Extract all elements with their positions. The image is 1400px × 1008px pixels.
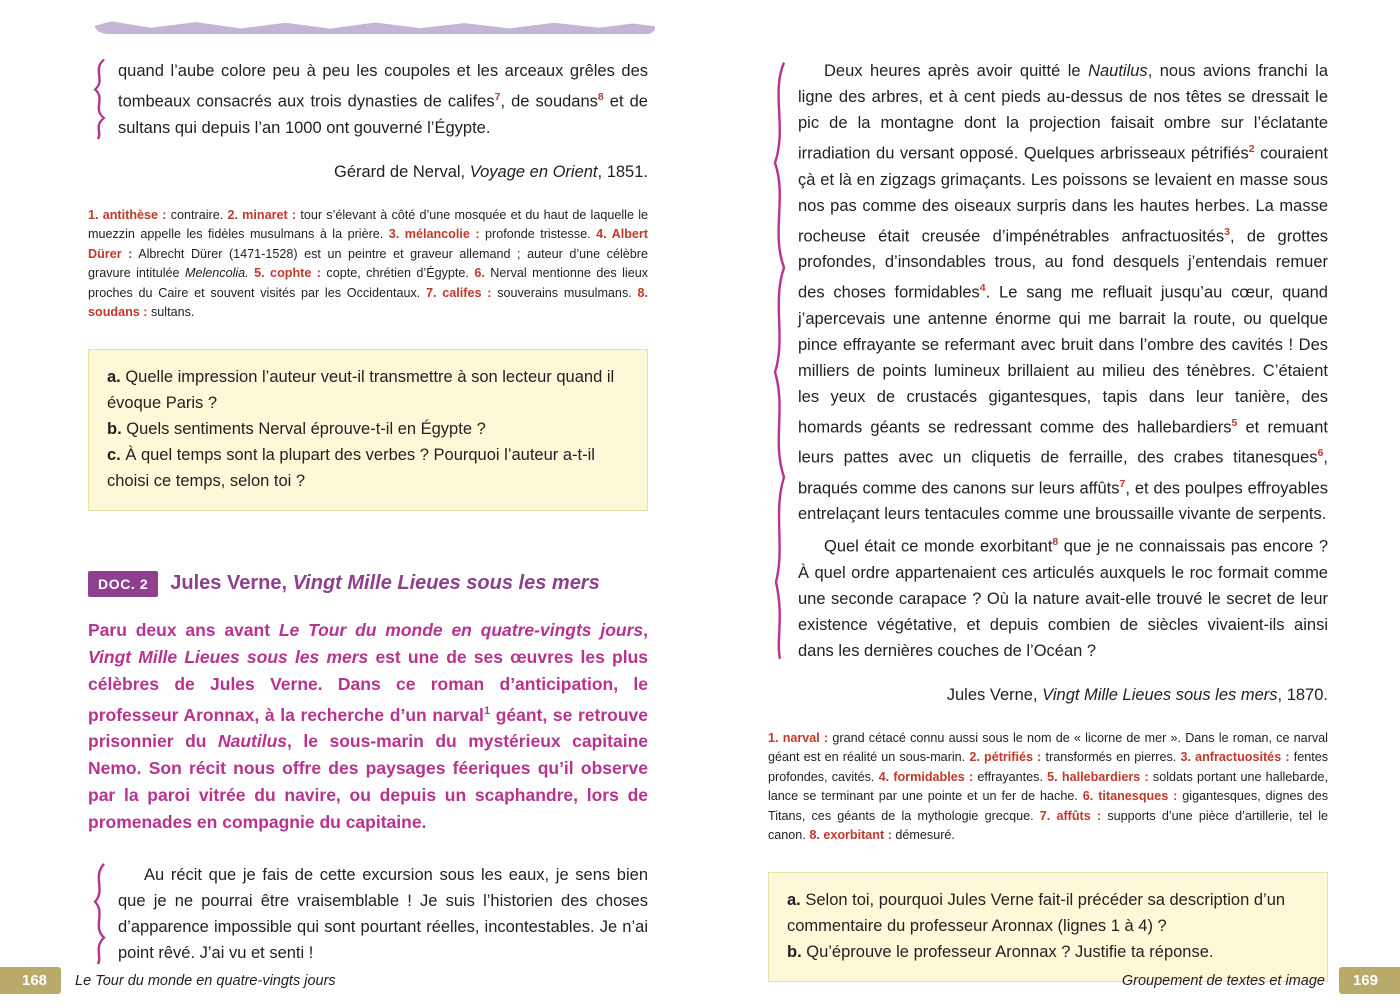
- chapeau-title3: Nautilus: [217, 731, 288, 752]
- question-left-a-text: Quelle impression l’auteur veut-il transmettre à son lecteur quand il évoque Paris ?: [107, 367, 615, 412]
- page-footer: [0, 966, 1400, 1008]
- question-right-b: [787, 939, 1309, 965]
- r-footnote-4-term: 4. formidables :: [878, 769, 974, 784]
- r-footnote-1-term: 1. narval :: [768, 730, 829, 745]
- doc2-badge: DOC. 2: [88, 571, 158, 597]
- footnote-ref-2: 2: [1248, 143, 1255, 155]
- chapeau-seg2: ,: [643, 619, 648, 640]
- r1-seg2: , nous avions franchi la ligne des arbres, et à cent pieds au-dessus de nos têtes se dressait le pic de la montagne dont la projection faisait ombre sur l’éclatante irradiation du versant opposé. Quelques arbrisseaux pétrifiés: [798, 62, 1329, 163]
- decorative-brush-stroke: [95, 20, 655, 34]
- r1-seg1: Deux heures après avoir quitté le: [824, 62, 1089, 80]
- brace-decoration-3: [768, 58, 790, 664]
- source-verne: [768, 686, 1328, 705]
- page-number-right: 169: [1339, 967, 1400, 994]
- footnote-3-term: 3. mélancolie :: [388, 227, 480, 241]
- r1-seg8: , et des poulpes effroyables entrelaçant leurs tentacules comme une broussaille vivante de serpents.: [798, 479, 1329, 523]
- footer-left: [0, 967, 336, 994]
- r-footnote-5-term: 5. hallebardiers :: [1047, 769, 1149, 784]
- source-nerval-year: , 1851.: [597, 162, 648, 181]
- r1-nautilus: Nautilus: [1088, 62, 1148, 80]
- footnote-8-term: 8. soudans :: [88, 285, 648, 319]
- footnote-6-term: 6.: [474, 266, 485, 280]
- source-verne-author: Jules Verne,: [946, 685, 1043, 704]
- right-paragraph-1: [798, 58, 1328, 527]
- footnote-ref-7: 7: [494, 91, 501, 103]
- brace-decoration: [88, 58, 110, 141]
- footnote-ref-8: 8: [597, 91, 604, 103]
- question-left-b: [107, 416, 629, 442]
- r-footnote-2-term: 2. pétrifiés :: [969, 750, 1042, 764]
- excerpt-nerval-seg1: quand l’aube colore peu à peu les coupoles et les arceaux grêles des tombeaux consacrés aux trois dynasties de califes: [118, 62, 648, 111]
- doc2-author: Jules Verne,: [170, 572, 293, 594]
- r1-seg5: . Le sang me refluait jusqu’au cœur, quand j’apercevais une antenne énorme qui me barrait la route, ou quelque pince effrayante se refermant avec bruit dans l’ombre des cavités ! Des milliers de points lumineux brillaient au milieu des ténèbres. C’étaient les yeux de crustacés gigantesques, tapis dans leur tanière, des homards géants se redressant comme des hallebardiers: [798, 283, 1328, 436]
- source-verne-title: Vingt Mille Lieues sous les mers: [1042, 685, 1278, 704]
- footnote-ref-4: 4: [979, 282, 986, 294]
- left-column: [88, 58, 648, 966]
- question-right-b-text: Qu’éprouve le professeur Aronnax ? Justifie ta réponse.: [801, 942, 1214, 961]
- right-paragraph-2: [798, 529, 1328, 664]
- question-left-c-text: À quel temps sont la plupart des verbes ? Pourquoi l’auteur a-t-il choisi ce temps, selon toi ?: [107, 445, 595, 490]
- question-box-right: [768, 872, 1328, 982]
- brace-decoration-2: [88, 862, 110, 966]
- r1-seg6: et remuant leurs pattes avec un cliquetis de ferraille, des crabes titanesques: [798, 418, 1328, 467]
- footnote-ref-8b: 8: [1052, 536, 1059, 548]
- source-nerval: [88, 163, 648, 182]
- question-left-c-label: c.: [107, 445, 121, 464]
- footnote-2-term: 2. minaret :: [227, 207, 297, 222]
- question-right-a-text: Selon toi, pourquoi Jules Verne fait-il précéder sa description d’un commentaire du professeur Aronnax (lignes 1 à 4) ?: [787, 890, 1286, 935]
- footnote-ref-7b: 7: [1119, 477, 1126, 490]
- excerpt-nerval-seg3: et de sultans qui depuis l’an 1000 ont gouverné l’Égypte.: [118, 92, 648, 137]
- question-right-a-label: a.: [787, 890, 801, 909]
- footnote-ref-3: 3: [1224, 225, 1231, 238]
- r1-seg4: , de grottes profondes, d’insondables trous, au fond desquels j’entendais remuer des choses formidables: [798, 227, 1328, 302]
- doc2-title: [170, 572, 599, 595]
- excerpt-verne-main: [768, 58, 1328, 664]
- chapeau-seg4: géant, se retrouve prisonnier du: [88, 704, 648, 752]
- doc2-work-title: Vingt Mille Lieues sous les mers: [292, 572, 600, 594]
- question-left-a-label: a.: [107, 367, 121, 386]
- chapeau-seg1: Paru deux ans avant: [88, 619, 279, 640]
- chapeau-title2: Vingt Mille Lieues sous les mers: [88, 646, 369, 667]
- question-left-a: [107, 364, 629, 416]
- r-footnote-8-term: 8. exorbitant :: [809, 828, 892, 842]
- footnotes-left: 1. antithèse : contraire. 2. minaret : tour s’élevant à côté d’une mosquée et du haut de laquelle le muezzin appelle les fidèles musulmans à la prière. 3. mélancolie : profonde tristesse. 4. Albert Dürer : Albrecht Dürer (1471-1528) est un peintre et graveur allemand ; auteur d’une célèbre gravure intitulée Melencolia. 5. cophte : copte, chrétien d’Égypte. 6. Nerval mentionne des lieux proches du Caire et souvent visités par les Occidentaux. 7. califes : souverains musulmans. 8. soudans : sultans.: [88, 207, 649, 319]
- page-number-left: 168: [0, 967, 61, 994]
- excerpt-nerval-text: [118, 58, 648, 141]
- question-right-b-label: b.: [787, 942, 802, 961]
- chapeau-seg5: , le sous-marin du mystérieux capitaine Nemo. Son récit nous offre des paysages féeriques qu’il observe par la paroi vitrée du navire, ou depuis un scaphandre, lors de promenades en compagnie du capitaine.: [88, 731, 648, 833]
- source-nerval-author: Gérard de Nerval,: [333, 162, 470, 181]
- doc2-introduction: [88, 617, 648, 837]
- r-footnote-3-term: 3. anfractuosités :: [1180, 750, 1290, 764]
- source-nerval-title: Voyage en Orient: [469, 162, 598, 181]
- excerpt-verne-opening: [88, 862, 648, 966]
- question-box-left: [88, 349, 648, 511]
- question-right-a: [787, 887, 1309, 939]
- footnote-ref-5: 5: [1231, 416, 1238, 429]
- r2-seg2: que je ne connaissais pas encore ? À quel ordre appartenaient ces articulés auxquels le roc formait comme une seconde carapace ? Où la nature avait-elle trouvé le secret de leur existence végétative, et depuis combien de siècles vivaient-ils ainsi dans les dernières couches de l’Océan ?: [798, 537, 1328, 660]
- excerpt-nerval-seg2: , de soudans: [500, 92, 598, 111]
- footer-right: [1122, 967, 1400, 994]
- footnote-ref-6: 6: [1317, 447, 1324, 459]
- source-verne-year: , 1870.: [1277, 685, 1328, 704]
- footnote-5-term: 5. cophte :: [254, 266, 321, 280]
- r-footnote-6-term: 6. titanesques :: [1082, 789, 1178, 803]
- footnote-1-term: 1. antithèse :: [88, 207, 167, 222]
- excerpt-nerval: [88, 58, 648, 141]
- right-column: [768, 58, 1328, 982]
- doc2-heading: [88, 571, 648, 597]
- footer-title-left: Le Tour du monde en quatre-vingts jours: [75, 972, 336, 989]
- question-left-b-text: Quels sentiments Nerval éprouve-t-il en Égypte ?: [121, 419, 486, 438]
- footnote-7-term: 7. califes :: [426, 285, 492, 300]
- excerpt-verne-opening-text: Au récit que je fais de cette excursion sous les eaux, je sens bien que je ne pourrai être vraisemblable ! Je suis l’historien des choses d’apparence impossible qui sont pourtant réelles, incontestables. Je n’ai point rêvé. J’ai vu et senti !: [118, 866, 648, 963]
- r1-seg3: couraient çà et là en zigzags grimaçants. Les poissons se levaient en masse sous nos pas comme des oiseaux surpris dans les hautes herbes. La masse rocheuse était creusée d’impénétrables anfractuosités: [798, 144, 1328, 245]
- footnotes-right: 1. narval : grand cétacé connu aussi sous le nom de « licorne de mer ». Dans le roman, ce narval géant est en réalité un sous-marin. 2. pétrifiés : transformés en pierres. 3. anfractuosités : fentes profondes, cavités. 4. formidables : effrayantes. 5. hallebardiers : soldats portant une hallebarde, lance se terminant par une pointe et un fer de hache. 6. titanesques : gigantesques, dignes des Titans, ces géants de la mythologie grecque. 7. affûts : supports d’une pièce d’artillerie, tel le canon. 8. exorbitant : démesuré.: [768, 730, 1329, 842]
- r-footnote-7-term: 7. affûts :: [1039, 808, 1102, 823]
- footer-title-right: Groupement de textes et image: [1121, 972, 1325, 989]
- question-left-c: [107, 442, 629, 494]
- r1-seg7: , braqués comme des canons sur leurs affûts: [798, 448, 1328, 497]
- chapeau-title1: Le Tour du monde en quatre-vingts jours: [278, 619, 644, 640]
- footnote-4-term: 4. Albert Dürer :: [88, 227, 648, 261]
- chapeau-footnote-ref-1: 1: [483, 704, 491, 717]
- chapeau-seg3: est une de ses œuvres les plus célèbres de Jules Verne. Dans ce roman d’anticipation, le professeur Aronnax, à la recherche d’un narval: [88, 646, 648, 725]
- question-left-b-label: b.: [107, 419, 122, 438]
- r2-seg1: Quel était ce monde exorbitant: [824, 537, 1053, 556]
